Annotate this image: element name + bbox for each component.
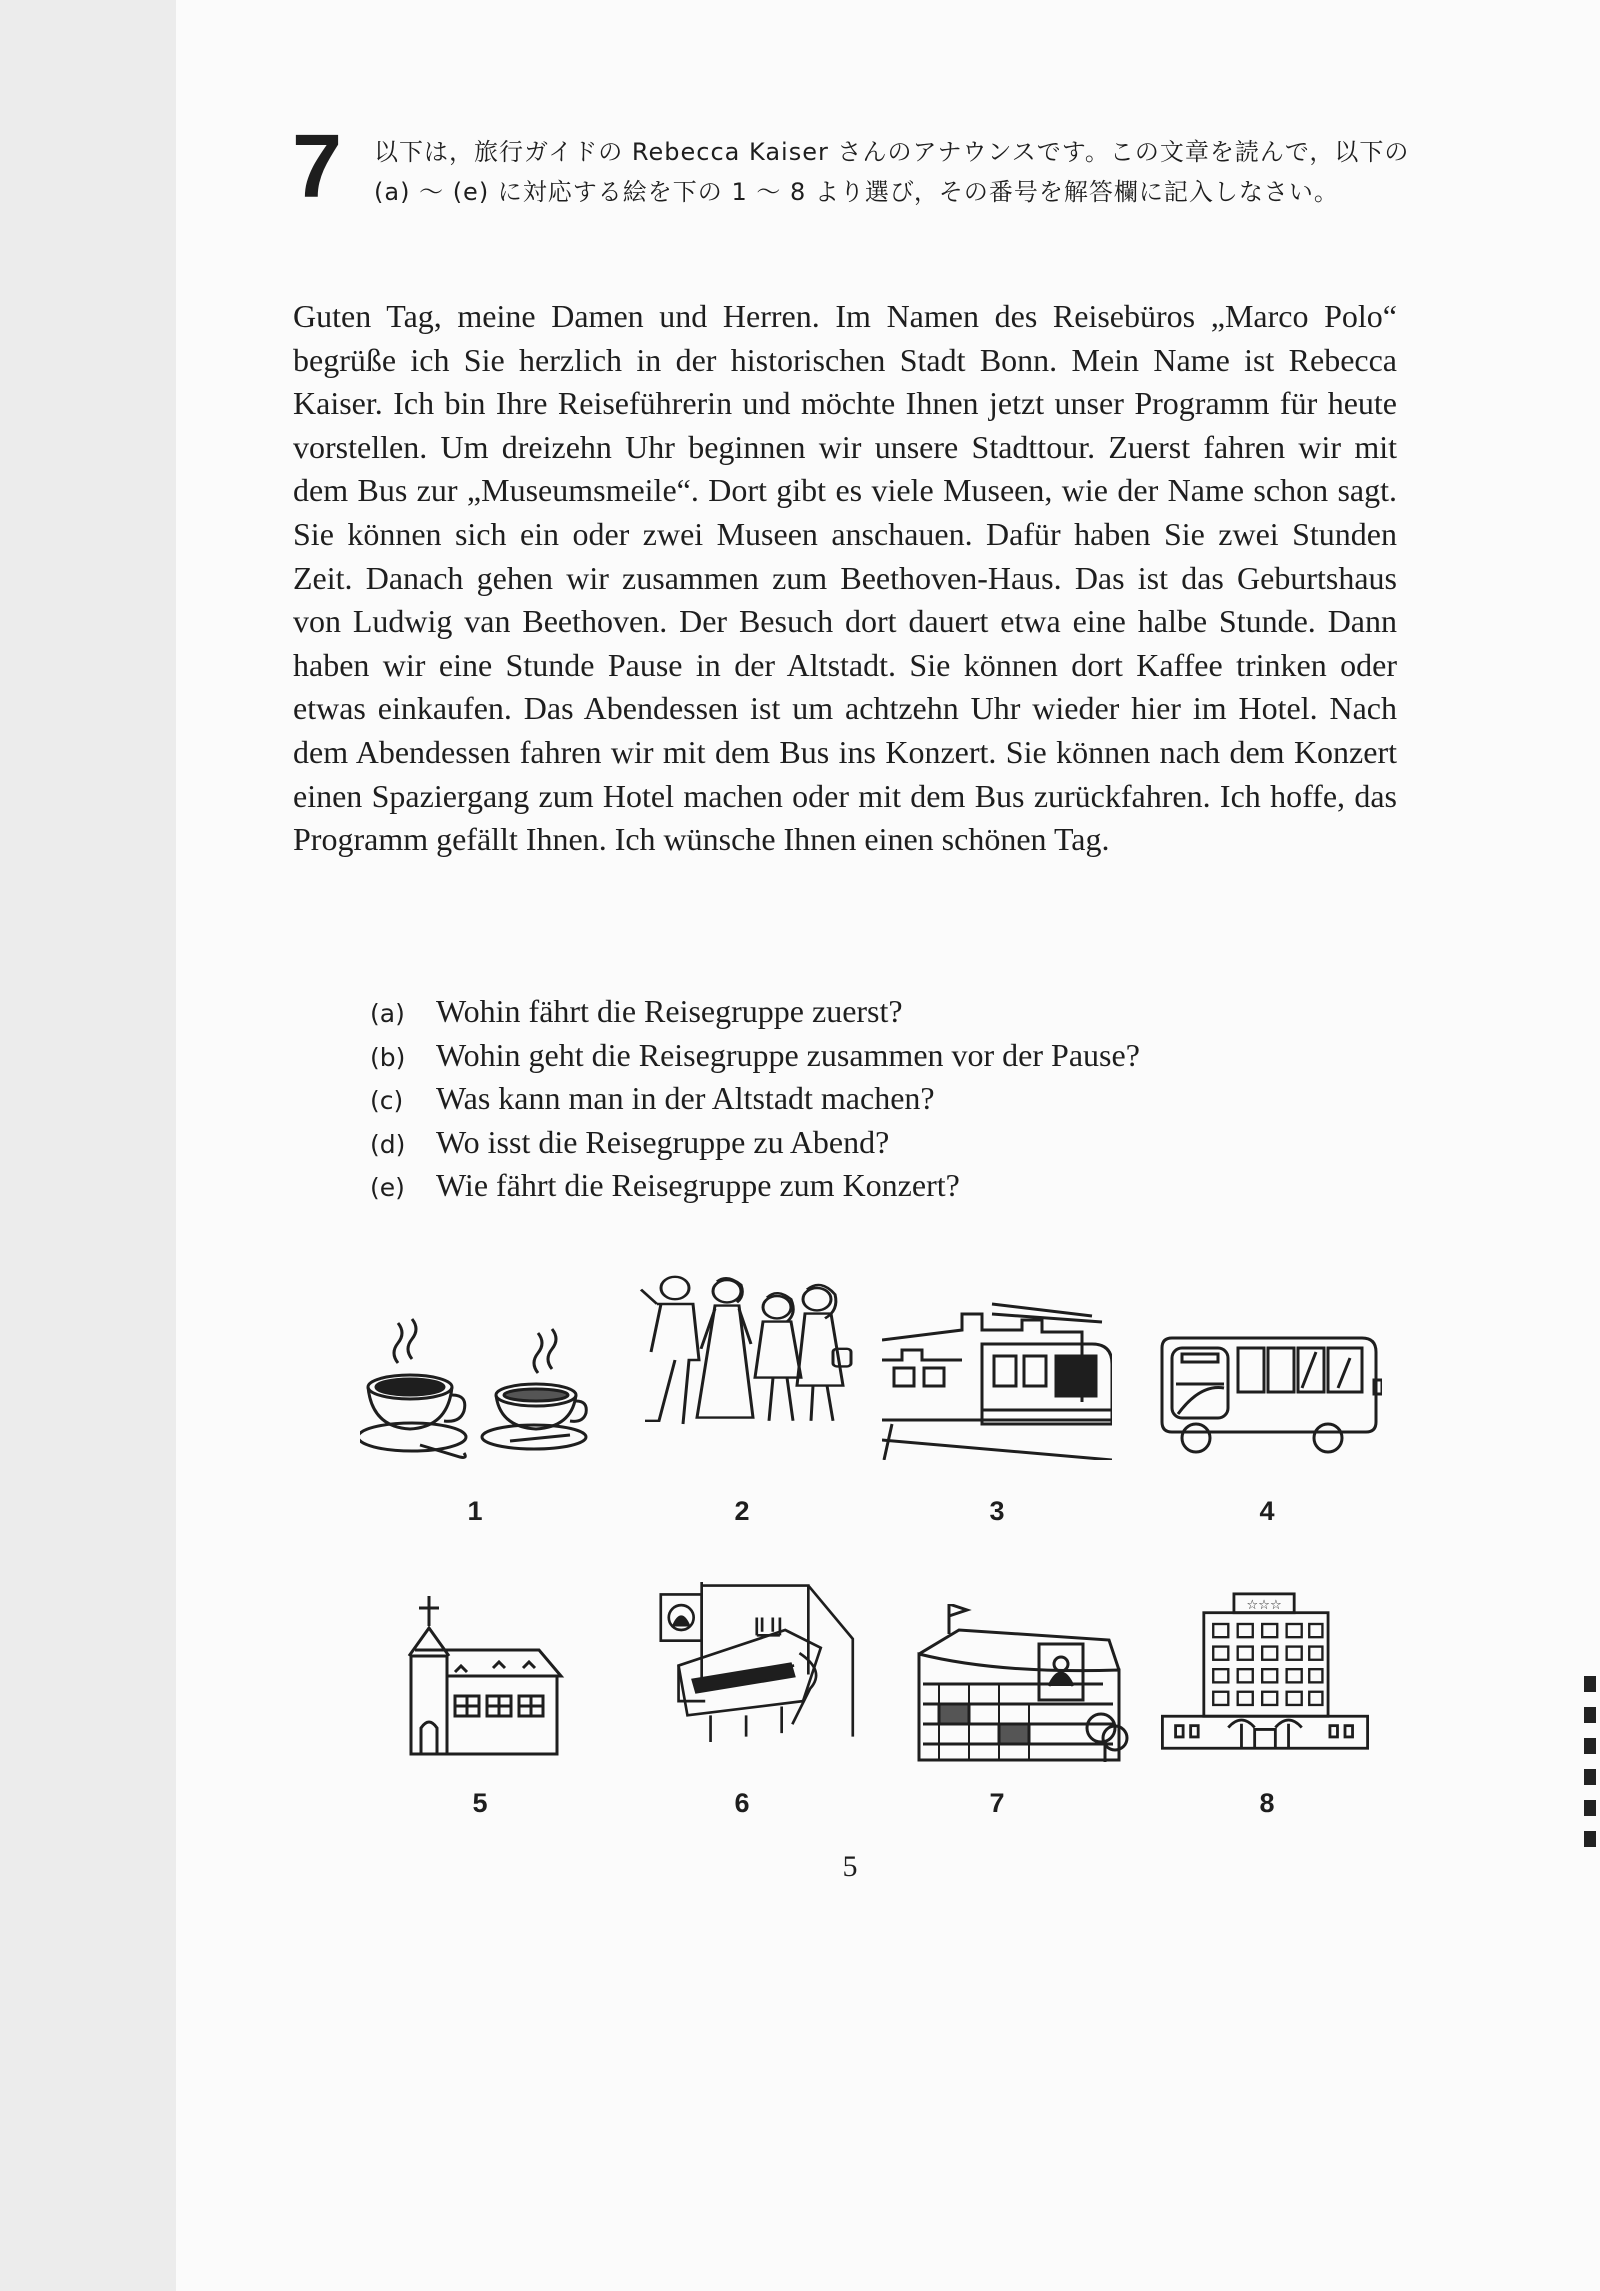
question-item [370,1164,1420,1208]
piano-room-icon [640,1582,870,1742]
question-item [370,1034,1420,1078]
question-number: 7 [292,117,343,217]
picture-number: 5 [472,1788,488,1818]
edge-mark [1584,1800,1596,1816]
edge-mark [1584,1738,1596,1754]
scan-margin [0,0,176,2291]
question-item [370,1121,1420,1165]
question-item [370,1077,1420,1121]
picture-number: 3 [989,1496,1005,1526]
picture-number: 4 [1259,1496,1275,1526]
question-label: (a) [370,999,405,1028]
tram-icon [882,1300,1112,1460]
picture-number: 2 [734,1496,750,1526]
edge-mark [1584,1707,1596,1723]
reading-passage: Guten Tag, meine Damen und Herren. Im Namen des Reisebüros „Marco Polo“ begrüße ich Sie herzlich in der historischen Stadt Bonn. Mein Name ist Rebecca Kaiser. Ich bin Ihre Reiseführerin und möchte Ihnen jetzt unser Programm für heute vorstellen. Um dreizehn Uhr beginnen wir unsere Stadttour. Zuerst fahren wir mit dem Bus zur „Museumsmeile“. Dort gibt es viele Museen, wie der Name schon sagt. Sie können sich ein oder zwei Museen anschauen. Dafür haben Sie zwei Stunden Zeit. Danach gehen wir zusammen zum Beethoven-Haus. Das ist das Geburtshaus von Ludwig van Beethoven. Der Besuch dort dauert etwa eine halbe Stunde. Dann haben wir eine Stunde Pause in der Altstadt. Sie können dort Kaffee trinken oder etwas einkaufen. Das Abendessen ist um achtzehn Uhr wieder hier im Hotel. Nach dem Abendessen fahren wir mit dem Bus ins Konzert. Sie können nach dem Konzert einen Spaziergang zum Hotel machen oder mit dem Bus zurückfahren. Ich hoffe, das Programm gefällt Ihnen. Ich wünsche Ihnen einen schönen Tag. [293,298,1397,858]
hotel-sign: ☆☆☆ [1246,1597,1282,1613]
edge-mark [1584,1769,1596,1785]
question-text: Wie fährt die Reisegruppe zum Konzert? [436,1167,960,1204]
hotel-icon [1150,1592,1380,1752]
question-text: Wohin fährt die Reisegruppe zuerst? [436,993,903,1029]
question-label: (d) [370,1129,406,1159]
question-list [370,990,1420,1208]
edge-mark [1584,1831,1596,1847]
museum-building-icon [904,1604,1134,1764]
church-icon [380,1596,610,1756]
edge-marks [1584,1676,1596,1862]
question-label: (c) [370,1086,404,1116]
bus-icon [1152,1320,1382,1480]
coffee-cups-icon [360,1305,590,1465]
question-item [370,990,1420,1034]
picture-number: 6 [734,1788,750,1818]
question-text: Wohin geht die Reisegruppe zusammen vor der Pause? [436,1036,1140,1073]
picture-number: 8 [1259,1788,1275,1818]
question-instruction: 以下は，旅行ガイドの Rebecca Kaiser さんのアナウンスです。この文章を読んで，以下の (a) ～ (e) に対応する絵を下の 1 ～ 8 より選び，その番号を解答欄に記入しなさい。 [374,138,1410,206]
question-text: Wo isst die Reisegruppe zu Abend? [436,1123,890,1160]
picture-number: 1 [467,1496,483,1526]
picture-number: 7 [989,1788,1005,1818]
edge-mark [1584,1676,1596,1692]
page-number: 5 [842,1850,858,1883]
question-label: (e) [370,1173,405,1203]
question-label: (b) [370,1042,406,1072]
question-text: Was kann man in der Altstadt machen? [436,1080,935,1117]
walking-group-icon [627,1272,857,1432]
